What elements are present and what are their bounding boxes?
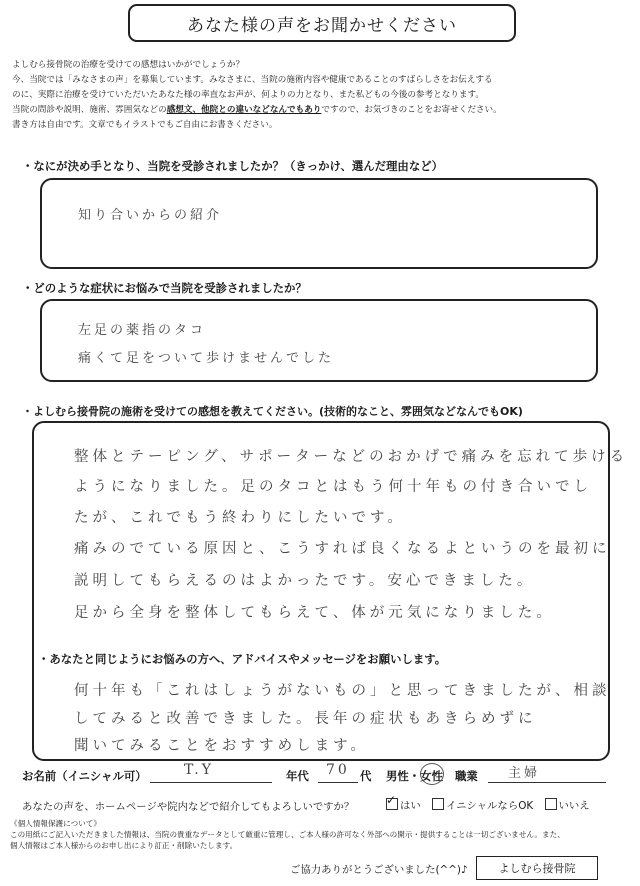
job-value: 主婦 xyxy=(508,766,541,781)
consent-option-initials[interactable] xyxy=(432,800,533,812)
privacy-line-1: この用紙にご記入いただきました情報は、当院の貴重なデータとして厳重に管理し、ご本人様の許可なく外部への開示・提供することは一切ございません。また、 xyxy=(10,830,565,839)
question-1: ・なにが決め手となり、当院を受診されましたか？（きっかけ、選んだ理由など） xyxy=(22,159,443,173)
answer-3-line-2: ようになりました。足のタコとはもう何十年もの付き合いでし xyxy=(74,479,592,495)
intro-line-2: 今、当院では「みなさまの声」を募集しています。みなさまに、当院の施術内容や健康であることのすばらしさをお伝えする xyxy=(12,75,493,85)
intro-line-4 xyxy=(12,103,632,118)
answer-1-text: 知り合いからの紹介 xyxy=(78,208,223,223)
age-label: 年代 xyxy=(286,769,309,783)
gender-circle-mark xyxy=(420,763,444,785)
answer-3-line-4: 痛みのでている原因と、こうすれば良くなるよというのを最初に xyxy=(74,541,611,557)
privacy-title: 《個人情報保護について》 xyxy=(10,819,101,828)
question-3: ・よしむら接骨院の施術を受けての感想を教えてください。(技術的なこと、雰囲気などなんでもOK) xyxy=(22,405,523,418)
answer-4-line-1: 何十年も「これはしょうがないもの」と思ってきましたが、相談 xyxy=(74,683,611,699)
option-yes-label: はい xyxy=(400,800,421,812)
question-4: ・あなたと同じようにお悩みの方へ、アドバイスやメッセージをお願いします。 xyxy=(38,652,447,666)
job-label: 職業 xyxy=(455,769,478,783)
privacy-line-2: 個人情報はご本人様からのお申し出により訂正・削除いたします。 xyxy=(10,841,238,850)
consent-question: あなたの声を、ホームページや院内などで紹介してもよろしいですか？ xyxy=(22,801,355,813)
form-title: あなた様の声をお聞かせください xyxy=(128,4,516,42)
check-mark-icon: ✓ xyxy=(386,793,397,807)
answer-box-1[interactable] xyxy=(40,178,598,269)
consent-options xyxy=(386,793,590,812)
answer-box-3[interactable] xyxy=(32,421,629,761)
question-2: ・どのような症状にお悩みで当院を受診されましたか？ xyxy=(22,281,307,295)
intro-line-1: よしむら接骨院の治療を受けての感想はいかがでしょうか？ xyxy=(12,60,245,70)
intro-emphasis: 感想文、他院との違いなどなんでもあり xyxy=(166,105,322,115)
intro-text xyxy=(12,58,632,133)
answer-3-line-6: 足から全身を整体してもらえて、体が元気になりました。 xyxy=(74,605,555,621)
clinic-name-box: よしむら接骨院 xyxy=(476,856,598,880)
name-value: T.Y xyxy=(184,762,214,778)
answer-box-2[interactable] xyxy=(40,299,598,382)
answer-3-line-1: 整体とテーピング、サポーターなどのおかげで痛みを忘れて歩ける xyxy=(74,449,629,465)
checkbox-initials[interactable] xyxy=(432,798,444,810)
intro-line-4a: 当院の問診や説明、施術、雰囲気などの xyxy=(12,105,167,115)
checkbox-no[interactable] xyxy=(545,798,557,810)
age-field[interactable] xyxy=(318,762,358,783)
answer-3-line-3: たが、これでもう終わりにしたいです。 xyxy=(74,510,406,526)
answer-2-line-2: 痛くて足をついて歩けませんでした xyxy=(78,351,335,366)
age-value: 70 xyxy=(326,762,350,778)
answer-2-line-1: 左足の薬指のタコ xyxy=(78,323,207,338)
intro-line-5: 書き方は自由です。文章でもイラストでもご自由にお書きください。 xyxy=(12,120,278,130)
thanks-text: ご協力ありがとうございました(^^)♪ xyxy=(290,864,468,876)
checkbox-yes[interactable] xyxy=(386,793,398,810)
intro-line-4c: ですので、お気づきのことをお寄せください。 xyxy=(321,105,502,115)
gender-label: 男性・女性 xyxy=(386,769,443,783)
answer-4-line-2: してみると改善できました。長年の症状もあきらめずに xyxy=(74,711,537,727)
name-field[interactable] xyxy=(150,762,272,783)
answer-4-line-3: 聞いてみることをおすすめします。 xyxy=(74,738,369,754)
age-suffix: 代 xyxy=(360,769,372,783)
name-label: お名前（イニシャル可） xyxy=(22,769,147,783)
consent-option-no[interactable] xyxy=(545,800,590,812)
intro-line-3: のに、実際に治療を受けていただいたあなた様の率直なお声が、何よりの力となり、また私どもの今後の参考となります。 xyxy=(12,90,484,100)
option-no-label: いいえ xyxy=(558,800,590,812)
job-field[interactable] xyxy=(488,762,606,783)
option-initials-label: イニシャルならOK xyxy=(446,800,534,812)
consent-option-yes[interactable] xyxy=(386,793,421,812)
answer-3-line-5: 説明してもらえるのはよかったです。安心できました。 xyxy=(74,573,536,589)
